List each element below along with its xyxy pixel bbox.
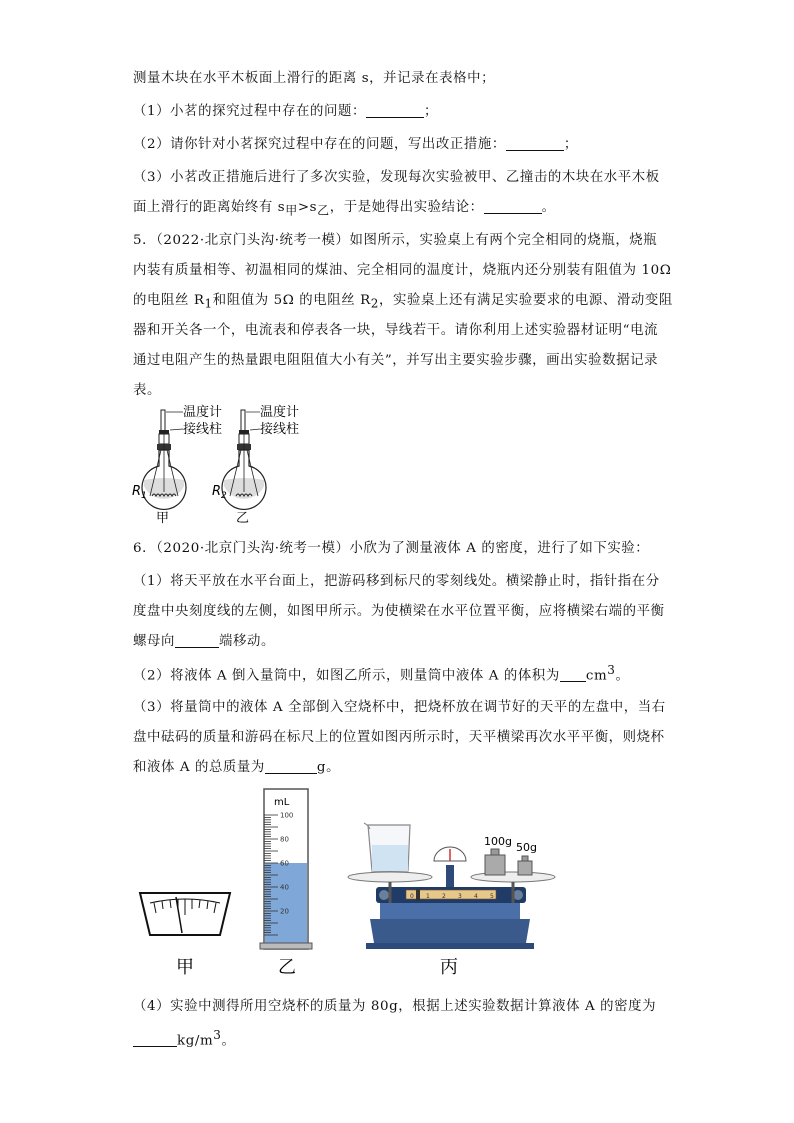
text-line: 通过电阻产生的热量跟电阻阻值大小有关”，并写出主要实验步骤，画出实验数据记录: [133, 353, 659, 368]
answer-blank[interactable]: [506, 136, 564, 151]
label-terminal: 接线柱: [260, 422, 300, 437]
problem-5: 5．（2022·北京门头沟·统考一模）如图所示，实验桌上有两个完全相同的烧瓶，烧瓶: [133, 233, 658, 248]
rider-scale-mark: 3: [458, 893, 462, 900]
rider-scale-mark: 4: [474, 893, 478, 900]
label-r1: $R_1$: [132, 484, 147, 501]
caption-a: 甲: [176, 957, 194, 978]
label-thermometer: 温度计: [260, 405, 300, 420]
answer-blank[interactable]: [133, 1032, 177, 1047]
cylinder-tick-label: 80: [280, 835, 289, 844]
text-line: 螺母向 端移动。: [133, 634, 275, 649]
text-line: $kg/m^3$。: [133, 1028, 236, 1048]
text-line: 内装有质量相等、初温相同的煤油、完全相同的温度计，烧瓶内还分别装有阻值为 10Ω: [133, 263, 672, 278]
text-line: 盘中砝码的质量和游码在标尺上的位置如图丙所示时，天平横梁再次水平平衡，则烧杯: [133, 730, 665, 745]
cylinder-tick-label: 20: [280, 907, 289, 916]
weight-100g: 100g: [484, 835, 512, 848]
text-line: 表。: [133, 383, 161, 398]
rider: [416, 889, 420, 901]
problem-6: 6．（2020·北京门头沟·统考一模）小欣为了测量液体 A 的密度，进行了如下实验：: [133, 541, 650, 556]
caption-right: 乙: [236, 511, 250, 526]
caption-b: 乙: [278, 957, 296, 978]
label-thermometer: 温度计: [183, 405, 223, 420]
text-line: 的电阻丝 $R_1$和阻值为 5Ω 的电阻丝 $R_2$，实验桌上还有满足实验要求的电源、滑动变阻: [133, 293, 673, 311]
cylinder-tick-label: 40: [280, 883, 289, 892]
balance: [348, 823, 555, 949]
answer-blank[interactable]: [366, 103, 424, 118]
cylinder-tick-label: 100: [280, 811, 294, 820]
balance-figure: [128, 785, 568, 985]
rider-scale-mark: 0: [410, 893, 414, 900]
cylinder-unit: mL: [274, 797, 290, 808]
caption-c: 丙: [440, 957, 458, 978]
cylinder-tick-label: 60: [280, 859, 289, 868]
question-3: （3）小茗改正措施后进行了多次实验，发现每次实验被甲、乙撞击的木块在水平木板: [133, 170, 660, 185]
text-line: 器和开关各一个，电流表和停表各一块，导线若干。请你利用上述实验器材证明“电流: [133, 323, 659, 338]
text-line: （2）将液体 A 倒入量筒中，如图乙所示，则量筒中液体 A 的体积为 $cm^3$。: [133, 663, 630, 684]
rider-scale-mark: 5: [490, 893, 494, 900]
flasks-figure: [128, 400, 308, 528]
rider-scale-mark: 2: [442, 893, 446, 900]
question-1: （1）小茗的探究过程中存在的问题： ；: [133, 104, 438, 119]
rider-scale-mark: 1: [426, 893, 430, 900]
label-terminal: 接线柱: [183, 422, 223, 437]
answer-blank[interactable]: [175, 633, 219, 648]
question-3-cont: 面上滑行的距离始终有 $s_甲>s_乙$，于是她得出实验结论： 。: [133, 200, 556, 218]
question-4: （4）实验中测得所用空烧杯的质量为 80g，根据上述实验数据计算液体 A 的密度为: [133, 999, 657, 1014]
pointer-scale: [140, 893, 230, 935]
label-r2: $R_2$: [212, 484, 227, 501]
flask-left: [142, 410, 186, 509]
text-line: （3）将量筒中的液体 A 全部倒入空烧杯中，把烧杯放在调节好的天平的左盘中，当右: [133, 700, 666, 715]
caption-left: 甲: [156, 511, 170, 526]
liquid: [265, 863, 307, 949]
text-line: 度盘中央刻度线的左侧，如图甲所示。为使横梁在水平位置平衡，应将横梁右端的平衡: [133, 604, 665, 619]
text-line: 测量木块在水平木板面上滑行的距离 s，并记录在表格中；: [133, 71, 496, 86]
measuring-cylinder: [260, 789, 312, 949]
answer-blank[interactable]: [560, 667, 586, 682]
question-2: （2）请你针对小茗探究过程中存在的问题，写出改正措施： ；: [133, 137, 578, 152]
text-line: （1）将天平放在水平台面上，把游码移到标尺的零刻线处。横梁静止时，指针指在分: [133, 574, 660, 589]
text-line: 和液体 A 的总质量为 g。: [133, 760, 341, 775]
answer-blank[interactable]: [265, 759, 317, 774]
answer-blank[interactable]: [484, 199, 542, 214]
weight-50g: 50g: [516, 841, 537, 854]
